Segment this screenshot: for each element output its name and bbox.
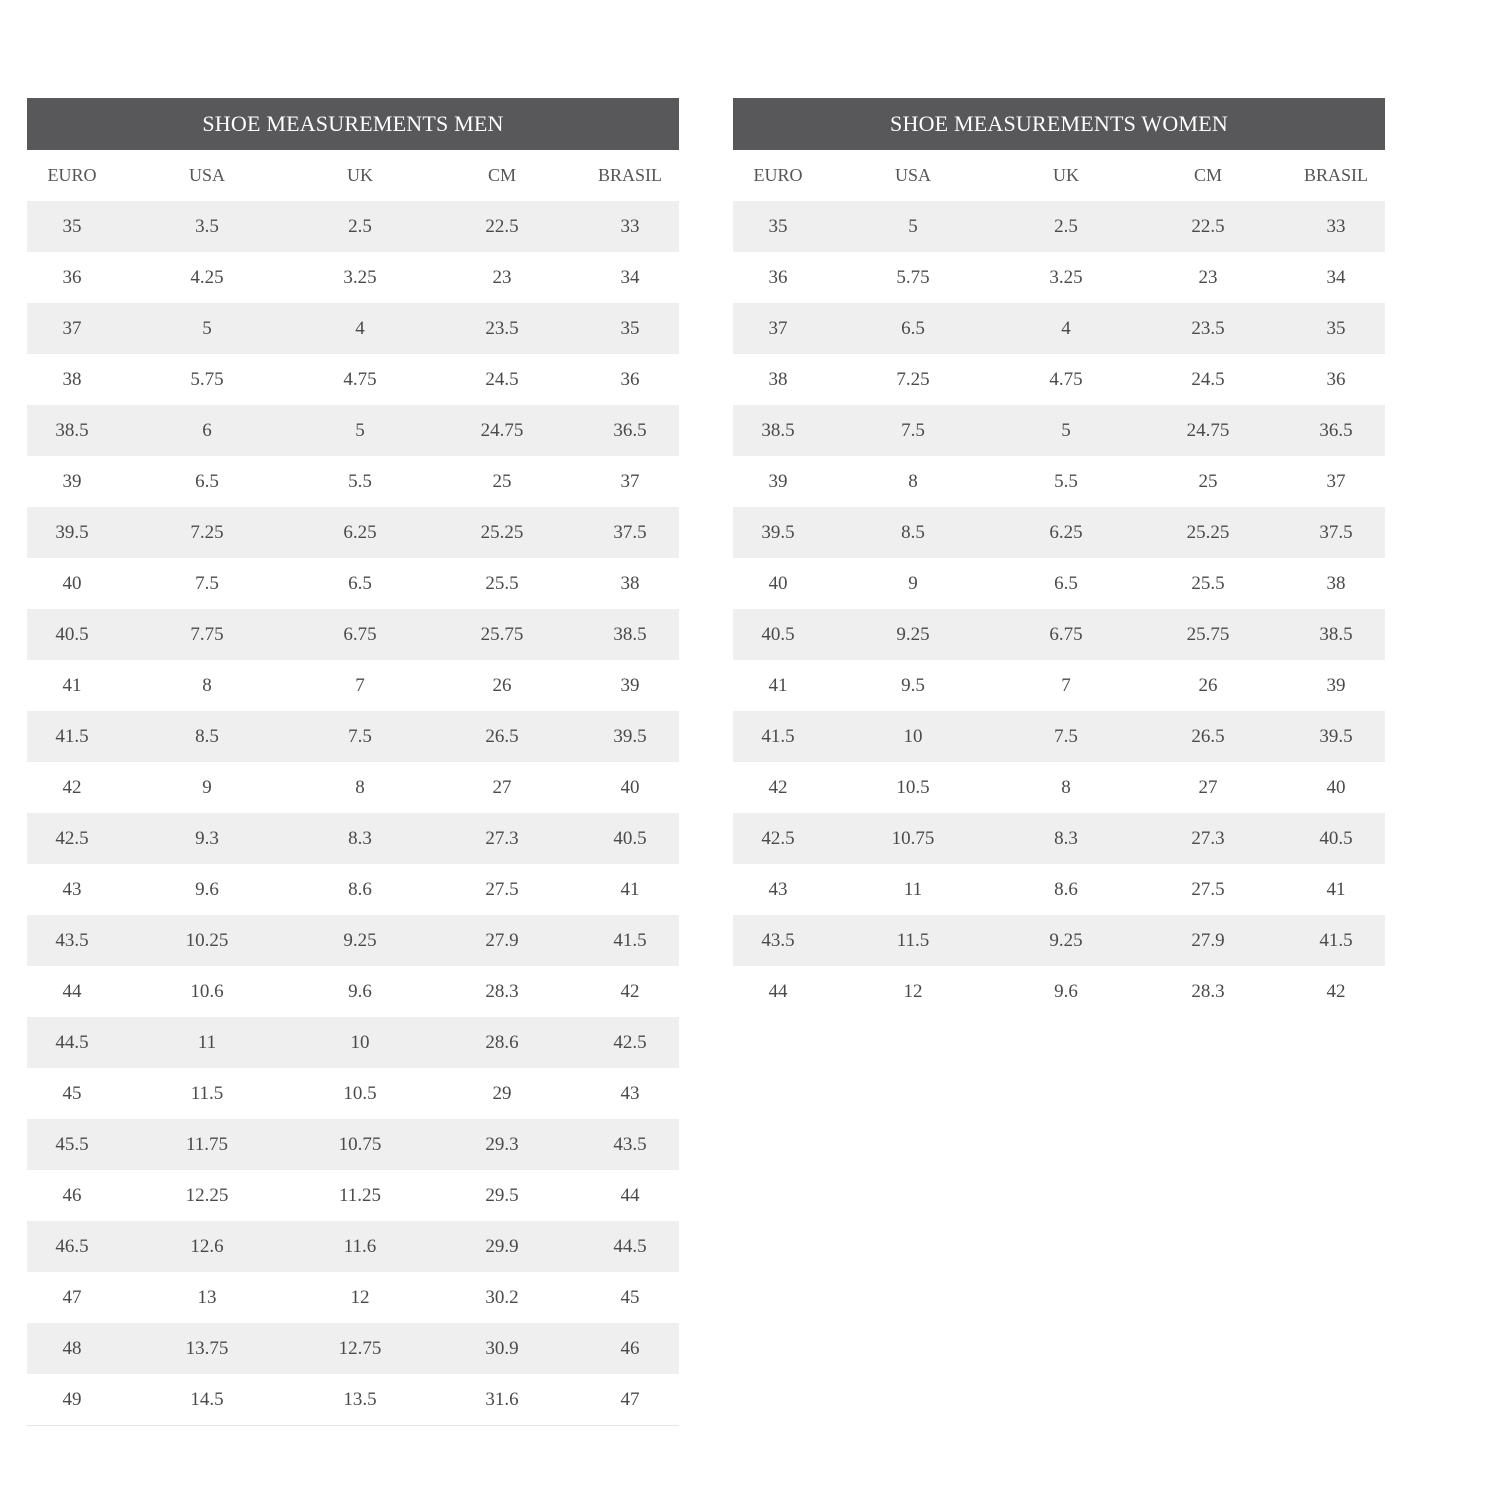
cell-usa: 7.5: [195, 572, 219, 594]
men-size-table: [27, 98, 679, 1426]
cell-brasil: 39.5: [613, 725, 647, 747]
cell-brasil: 39: [620, 674, 640, 696]
cell-usa: 5.75: [190, 368, 224, 390]
cell-euro: 44.5: [55, 1031, 89, 1053]
cell-usa: 11.5: [190, 1082, 224, 1104]
cell-uk: 6.25: [343, 521, 377, 543]
cell-usa: 13.75: [185, 1337, 229, 1359]
cell-brasil: 37.5: [1319, 521, 1353, 543]
table-row: [27, 1272, 679, 1323]
cell-euro: 41.5: [55, 725, 89, 747]
table-row: [27, 1374, 679, 1425]
cell-uk: 10.5: [343, 1082, 377, 1104]
cell-uk: 4.75: [343, 368, 377, 390]
cell-brasil: 35: [620, 317, 640, 339]
cell-euro: 39: [62, 470, 82, 492]
cell-euro: 43: [768, 878, 788, 900]
cell-euro: 39.5: [55, 521, 89, 543]
table-row: [27, 1119, 679, 1170]
cell-brasil: 38.5: [1319, 623, 1353, 645]
cell-usa: 9.6: [195, 878, 219, 900]
cell-brasil: 44: [620, 1184, 640, 1206]
cell-brasil: 34: [1326, 266, 1346, 288]
cell-euro: 36: [62, 266, 82, 288]
cell-cm: 26: [492, 674, 512, 696]
cell-usa: 9: [908, 572, 918, 594]
cell-uk: 6.5: [1054, 572, 1078, 594]
cell-brasil: 35: [1326, 317, 1346, 339]
cell-cm: 27: [492, 776, 512, 798]
table-row: [733, 966, 1385, 1017]
table-row: [27, 966, 679, 1017]
cell-cm: 24.75: [1186, 419, 1230, 441]
cell-euro: 49: [62, 1388, 82, 1410]
cell-euro: 41.5: [761, 725, 795, 747]
table-row: [27, 660, 679, 711]
table-row: [733, 558, 1385, 609]
cell-brasil: 33: [1326, 215, 1346, 237]
cell-uk: 3.25: [1049, 266, 1083, 288]
cell-cm: 25.25: [1186, 521, 1230, 543]
men-table-body: [27, 201, 679, 1426]
cell-cm: 29.9: [485, 1235, 519, 1257]
cell-euro: 46: [62, 1184, 82, 1206]
cell-usa: 12: [903, 980, 923, 1002]
cell-brasil: 36: [1326, 368, 1346, 390]
cell-uk: 9.6: [1054, 980, 1078, 1002]
cell-cm: 22.5: [1191, 215, 1225, 237]
cell-brasil: 44.5: [613, 1235, 647, 1257]
table-row: [27, 354, 679, 405]
cell-uk: 7.5: [348, 725, 372, 747]
cell-brasil: 38: [1326, 572, 1346, 594]
cell-uk: 13.5: [343, 1388, 377, 1410]
cell-brasil: 41.5: [613, 929, 647, 951]
cell-usa: 8.5: [901, 521, 925, 543]
cell-euro: 44: [768, 980, 788, 1002]
cell-uk: 4.75: [1049, 368, 1083, 390]
table-row: [733, 711, 1385, 762]
cell-usa: 13: [197, 1286, 217, 1308]
table-row: [733, 201, 1385, 252]
column-header-euro: EURO: [753, 165, 803, 185]
cell-euro: 39.5: [761, 521, 795, 543]
cell-cm: 27.9: [485, 929, 519, 951]
table-row: [27, 813, 679, 864]
cell-usa: 9: [202, 776, 212, 798]
cell-euro: 43: [62, 878, 82, 900]
table-row: [27, 1221, 679, 1272]
cell-euro: 37: [62, 317, 82, 339]
cell-uk: 4: [1061, 317, 1071, 339]
cell-euro: 38.5: [761, 419, 795, 441]
cell-brasil: 36: [620, 368, 640, 390]
cell-cm: 29: [492, 1082, 512, 1104]
table-row: [733, 303, 1385, 354]
table-row: [27, 558, 679, 609]
cell-euro: 48: [62, 1337, 82, 1359]
cell-cm: 23.5: [1191, 317, 1225, 339]
table-row: [27, 864, 679, 915]
cell-brasil: 41: [620, 878, 640, 900]
table-row: [733, 660, 1385, 711]
cell-cm: 27: [1198, 776, 1218, 798]
women-size-table: [733, 98, 1385, 1017]
women-header-row: [733, 150, 1385, 201]
cell-uk: 7.5: [1054, 725, 1078, 747]
cell-cm: 26.5: [1191, 725, 1225, 747]
column-header-brasil: BRASIL: [1303, 165, 1368, 185]
cell-cm: 24.5: [485, 368, 519, 390]
cell-euro: 37: [768, 317, 788, 339]
cell-usa: 10.25: [185, 929, 229, 951]
table-row: [733, 609, 1385, 660]
cell-brasil: 37.5: [613, 521, 647, 543]
cell-cm: 25.5: [1191, 572, 1225, 594]
cell-usa: 10.75: [891, 827, 935, 849]
cell-brasil: 37: [1326, 470, 1346, 492]
cell-brasil: 40.5: [1319, 827, 1353, 849]
cell-euro: 45: [62, 1082, 82, 1104]
women-table-body: [733, 201, 1385, 1017]
cell-cm: 30.9: [485, 1337, 519, 1359]
table-row: [27, 915, 679, 966]
cell-usa: 14.5: [190, 1388, 224, 1410]
table-row: [27, 456, 679, 507]
cell-brasil: 43: [620, 1082, 640, 1104]
cell-euro: 46.5: [55, 1235, 89, 1257]
cell-usa: 6: [202, 419, 212, 441]
cell-euro: 43.5: [761, 929, 795, 951]
cell-usa: 6.5: [901, 317, 925, 339]
cell-usa: 5: [202, 317, 212, 339]
cell-euro: 40: [62, 572, 82, 594]
cell-cm: 27.5: [1191, 878, 1225, 900]
cell-cm: 23: [1198, 266, 1218, 288]
cell-uk: 8.6: [1054, 878, 1078, 900]
cell-brasil: 37: [620, 470, 640, 492]
cell-euro: 36: [768, 266, 788, 288]
cell-cm: 28.3: [485, 980, 519, 1002]
cell-uk: 11.25: [338, 1184, 382, 1206]
cell-brasil: 41: [1326, 878, 1346, 900]
cell-usa: 4.25: [190, 266, 224, 288]
cell-euro: 38.5: [55, 419, 89, 441]
table-row: [27, 711, 679, 762]
cell-usa: 9.25: [896, 623, 930, 645]
cell-uk: 5: [1061, 419, 1071, 441]
table-row: [27, 1068, 679, 1119]
cell-uk: 8: [1061, 776, 1071, 798]
cell-euro: 44: [62, 980, 82, 1002]
cell-cm: 25.25: [480, 521, 524, 543]
cell-euro: 42.5: [761, 827, 795, 849]
cell-cm: 27.5: [485, 878, 519, 900]
cell-brasil: 40: [1326, 776, 1346, 798]
cell-uk: 6.25: [1049, 521, 1083, 543]
cell-usa: 12.6: [190, 1235, 224, 1257]
cell-usa: 12.25: [185, 1184, 229, 1206]
cell-cm: 28.6: [485, 1031, 519, 1053]
cell-brasil: 39: [1326, 674, 1346, 696]
table-row: [733, 354, 1385, 405]
cell-usa: 11.5: [896, 929, 930, 951]
cell-uk: 8.3: [348, 827, 372, 849]
cell-usa: 5.75: [896, 266, 930, 288]
cell-cm: 26.5: [485, 725, 519, 747]
cell-brasil: 47: [620, 1388, 640, 1410]
cell-brasil: 41.5: [1319, 929, 1353, 951]
table-row: [27, 1017, 679, 1068]
cell-cm: 22.5: [485, 215, 519, 237]
cell-cm: 29.3: [485, 1133, 519, 1155]
cell-cm: 31.6: [485, 1388, 519, 1410]
cell-euro: 42: [62, 776, 82, 798]
cell-usa: 5: [908, 215, 918, 237]
cell-cm: 25.75: [480, 623, 524, 645]
cell-usa: 7.75: [190, 623, 224, 645]
cell-euro: 35: [768, 215, 788, 237]
cell-cm: 27.3: [1191, 827, 1225, 849]
table-row: [733, 762, 1385, 813]
table-row: [27, 303, 679, 354]
cell-uk: 5.5: [1054, 470, 1078, 492]
cell-cm: 24.5: [1191, 368, 1225, 390]
cell-cm: 23: [492, 266, 512, 288]
cell-brasil: 43.5: [613, 1133, 647, 1155]
cell-euro: 42: [768, 776, 788, 798]
cell-euro: 38: [62, 368, 82, 390]
table-row: [733, 864, 1385, 915]
column-header-usa: USA: [894, 165, 931, 185]
cell-uk: 5.5: [348, 470, 372, 492]
column-header-usa: USA: [188, 165, 225, 185]
cell-usa: 11: [197, 1031, 217, 1053]
cell-usa: 9.3: [195, 827, 219, 849]
table-row: [27, 507, 679, 558]
cell-brasil: 38.5: [613, 623, 647, 645]
cell-uk: 12: [350, 1286, 370, 1308]
cell-cm: 25.75: [1186, 623, 1230, 645]
cell-cm: 29.5: [485, 1184, 519, 1206]
cell-usa: 10: [903, 725, 923, 747]
cell-euro: 43.5: [55, 929, 89, 951]
cell-usa: 6.5: [195, 470, 219, 492]
men-table-title: SHOE MEASUREMENTS MEN: [27, 98, 679, 150]
table-row: [27, 201, 679, 252]
cell-brasil: 42.5: [613, 1031, 647, 1053]
cell-brasil: 40: [620, 776, 640, 798]
cell-uk: 9.25: [343, 929, 377, 951]
cell-uk: 10: [350, 1031, 370, 1053]
cell-uk: 7: [1061, 674, 1071, 696]
cell-uk: 3.25: [343, 266, 377, 288]
cell-euro: 40: [768, 572, 788, 594]
cell-uk: 8.6: [348, 878, 372, 900]
cell-uk: 11.6: [343, 1235, 377, 1257]
cell-usa: 8.5: [195, 725, 219, 747]
cell-brasil: 39.5: [1319, 725, 1353, 747]
cell-euro: 40.5: [761, 623, 795, 645]
cell-cm: 30.2: [485, 1286, 519, 1308]
cell-cm: 28.3: [1191, 980, 1225, 1002]
cell-euro: 41: [62, 674, 82, 696]
cell-brasil: 36.5: [613, 419, 647, 441]
cell-cm: 27.9: [1191, 929, 1225, 951]
men-header-row: [27, 150, 679, 201]
cell-usa: 3.5: [195, 215, 219, 237]
cell-cm: 27.3: [485, 827, 519, 849]
cell-euro: 45.5: [55, 1133, 89, 1155]
cell-brasil: 40.5: [613, 827, 647, 849]
cell-brasil: 42: [1326, 980, 1346, 1002]
cell-usa: 10.5: [896, 776, 930, 798]
table-row: [27, 1170, 679, 1221]
cell-cm: 25.5: [485, 572, 519, 594]
cell-uk: 12.75: [338, 1337, 382, 1359]
cell-euro: 38: [768, 368, 788, 390]
cell-usa: 8: [908, 470, 918, 492]
cell-euro: 41: [768, 674, 788, 696]
cell-uk: 8: [355, 776, 365, 798]
table-row: [733, 813, 1385, 864]
cell-brasil: 36.5: [1319, 419, 1353, 441]
cell-usa: 7.25: [190, 521, 224, 543]
cell-usa: 11.75: [185, 1133, 229, 1155]
cell-uk: 2.5: [1054, 215, 1078, 237]
cell-brasil: 46: [620, 1337, 640, 1359]
column-header-cm: CM: [1193, 165, 1222, 185]
cell-uk: 9.6: [348, 980, 372, 1002]
cell-usa: 7.5: [901, 419, 925, 441]
cell-usa: 10.6: [190, 980, 224, 1002]
cell-euro: 35: [62, 215, 82, 237]
table-row: [27, 762, 679, 813]
table-row: [733, 405, 1385, 456]
table-row: [733, 507, 1385, 558]
cell-uk: 8.3: [1054, 827, 1078, 849]
cell-euro: 42.5: [55, 827, 89, 849]
table-row: [733, 252, 1385, 303]
cell-usa: 9.5: [901, 674, 925, 696]
column-header-euro: EURO: [47, 165, 97, 185]
table-row: [27, 1323, 679, 1374]
table-row: [27, 252, 679, 303]
cell-brasil: 42: [620, 980, 640, 1002]
cell-euro: 40.5: [55, 623, 89, 645]
cell-brasil: 38: [620, 572, 640, 594]
table-row: [733, 915, 1385, 966]
cell-euro: 47: [62, 1286, 82, 1308]
cell-brasil: 34: [620, 266, 640, 288]
cell-usa: 11: [903, 878, 923, 900]
cell-uk: 6.5: [348, 572, 372, 594]
cell-uk: 6.75: [343, 623, 377, 645]
cell-cm: 24.75: [480, 419, 524, 441]
cell-uk: 7: [355, 674, 365, 696]
table-row: [27, 609, 679, 660]
cell-uk: 2.5: [348, 215, 372, 237]
cell-cm: 25: [492, 470, 512, 492]
table-row: [733, 456, 1385, 507]
cell-usa: 8: [202, 674, 212, 696]
column-header-uk: UK: [1053, 165, 1079, 185]
cell-brasil: 45: [620, 1286, 640, 1308]
column-header-brasil: BRASIL: [597, 165, 662, 185]
column-header-cm: CM: [487, 165, 516, 185]
cell-uk: 9.25: [1049, 929, 1083, 951]
cell-cm: 25: [1198, 470, 1218, 492]
women-table-title: SHOE MEASUREMENTS WOMEN: [733, 98, 1385, 150]
cell-uk: 5: [355, 419, 365, 441]
cell-uk: 4: [355, 317, 365, 339]
column-header-uk: UK: [347, 165, 373, 185]
table-row: [27, 405, 679, 456]
cell-usa: 7.25: [896, 368, 930, 390]
cell-euro: 39: [768, 470, 788, 492]
cell-cm: 23.5: [485, 317, 519, 339]
cell-uk: 6.75: [1049, 623, 1083, 645]
cell-uk: 10.75: [338, 1133, 382, 1155]
cell-cm: 26: [1198, 674, 1218, 696]
cell-brasil: 33: [620, 215, 640, 237]
